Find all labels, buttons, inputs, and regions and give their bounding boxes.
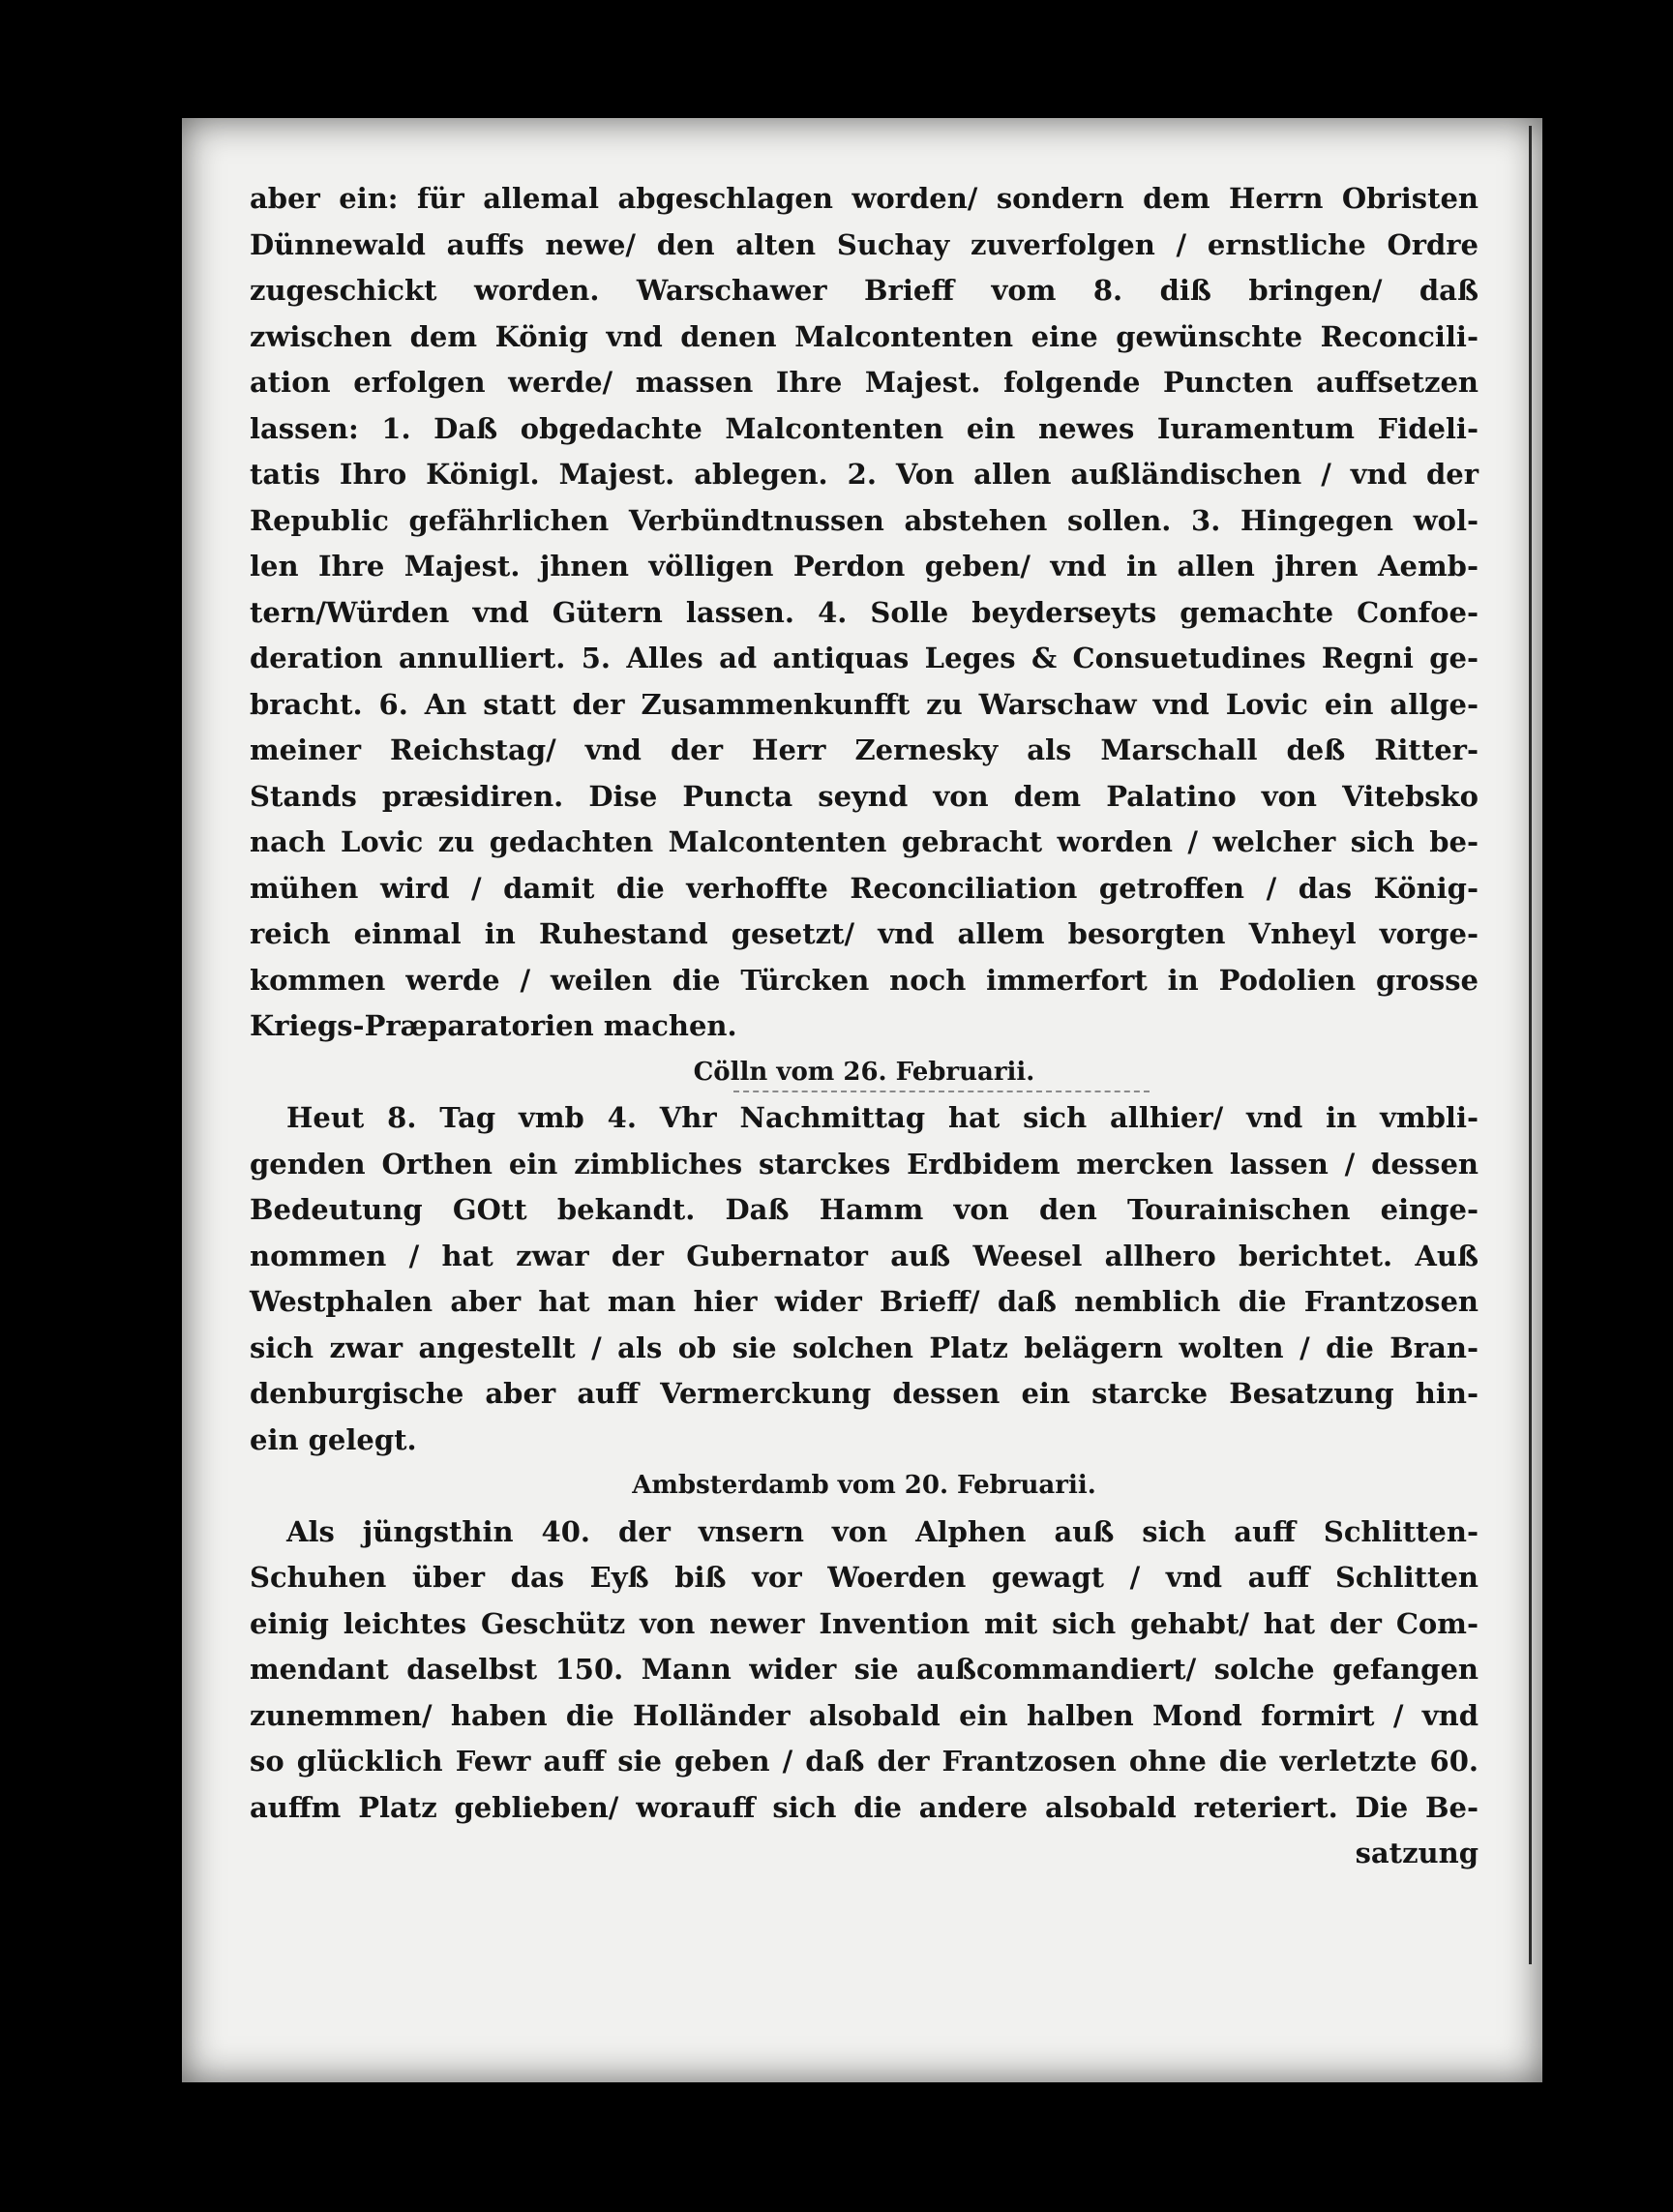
text-line: Kriegs-Præparatorien machen. [250, 1009, 737, 1042]
text-line: tern/Würden vnd Gütern lassen. 4. Solle beyderseyts gemachte Confoe- [250, 595, 1479, 629]
text-line: len Ihre Majest. jhnen völligen Perdon geben/ vnd in allen jhren Aemb- [250, 550, 1479, 583]
catchword: satzung [1355, 1837, 1479, 1869]
text-line: Westphalen aber hat man hier wider Brieff/ daß nemblich die Frantzosen [250, 1285, 1479, 1318]
text-line: Bedeutung GOtt bekandt. Daß Hamm von den Tourainischen einge- [250, 1193, 1479, 1226]
section-amsterdam-report [250, 1510, 1479, 1877]
text-line: auffm Platz geblieben/ worauff sich die andere alsobald reteriert. Die Be- [250, 1790, 1479, 1824]
page-edge-line [1529, 126, 1532, 1964]
text-line: deration annulliert. 5. Alles ad antiquas Leges & Consuetudines Regni ge- [250, 642, 1479, 674]
document-page [182, 118, 1542, 2082]
text-line: Heut 8. Tag vmb 4. Vhr Nachmittag hat sich allhier/ vnd in vmbli- [286, 1101, 1479, 1134]
text-line: tatis Ihro Königl. Majest. ablegen. 2. Von allen außländischen / vnd der [250, 458, 1479, 491]
text-line: Stands præsidiren. Dise Puncta seynd von dem Palatino von Vitebsko [250, 779, 1479, 813]
text-line: Schuhen über das Eyß biß vor Woerden gewagt / vnd auff Schlitten [250, 1561, 1479, 1594]
section-heading-cologne: Cölln vom 26. Februarii. [693, 1057, 1035, 1087]
text-line: kommen werde / weilen die Türcken noch immerfort in Podolien grosse [250, 963, 1479, 997]
text-line: Als jüngsthin 40. der vnsern von Alphen auß sich auff Schlitten- [286, 1514, 1479, 1548]
text-line: ein gelegt. [250, 1422, 417, 1456]
decorative-dotted-rule [733, 1091, 1150, 1098]
text-line: mendant daselbst 150. Mann wider sie außcommandiert/ solche gefangen [250, 1653, 1479, 1686]
text-line: sich zwar angestellt / als ob sie solchen Platz belägern wolten / die Bran- [250, 1330, 1479, 1364]
text-line: nach Lovic zu gedachten Malcontenten gebracht worden / welcher sich be- [250, 825, 1479, 858]
text-line: zunemmen/ haben die Holländer alsobald ein halben Mond formirt / vnd [250, 1698, 1479, 1732]
text-line: bracht. 6. An statt der Zusammenkunfft zu Warschaw vnd Lovic ein allge- [250, 687, 1479, 721]
text-line: nommen / hat zwar der Gubernator auß Weesel allhero berichtet. Auß [250, 1239, 1479, 1272]
text-line: genden Orthen ein zimbliches starckes Erdbidem mercken lassen / dessen [250, 1147, 1479, 1181]
section-warsaw-report [250, 176, 1479, 1050]
text-line: Dünnewald auffs newe/ den alten Suchay zuverfolgen / ernstliche Ordre [250, 227, 1479, 261]
text-block [250, 176, 1479, 1877]
text-line: zugeschickt worden. Warschawer Brieff vom 8. diß bringen/ daß [250, 274, 1479, 307]
section-heading-amsterdam: Ambsterdamb vom 20. Februarii. [632, 1471, 1096, 1500]
text-line: reich einmal in Ruhestand gesetzt/ vnd allem besorgten Vnheyl vorge- [250, 917, 1479, 950]
text-line: zwischen dem König vnd denen Malcontenten eine gewünschte Reconcili- [250, 319, 1479, 353]
text-line: mühen wird / damit die verhoffte Reconciliation getroffen / das König- [250, 871, 1479, 905]
section-cologne-report [250, 1095, 1479, 1463]
text-line: denburgische aber auff Vermerckung dessen ein starcke Besatzung hin- [250, 1377, 1479, 1410]
text-line: so glücklich Fewr auff sie geben / daß der Frantzosen ohne die verletzte 60. [250, 1745, 1479, 1778]
text-line: lassen: 1. Daß obgedachte Malcontenten ein newes Iuramentum Fideli- [250, 411, 1479, 445]
text-line: meiner Reichstag/ vnd der Herr Zernesky als Marschall deß Ritter- [250, 733, 1479, 766]
text-line: Republic gefährlichen Verbündtnussen abstehen sollen. 3. Hingegen wol- [250, 503, 1479, 537]
text-line: aber ein: für allemal abgeschlagen worden/ sondern dem Herrn Obristen [250, 182, 1479, 215]
text-line: einig leichtes Geschütz von newer Invention mit sich gehabt/ hat der Com- [250, 1606, 1479, 1640]
text-line: ation erfolgen werde/ massen Ihre Majest. folgende Puncten auffsetzen [250, 366, 1479, 399]
